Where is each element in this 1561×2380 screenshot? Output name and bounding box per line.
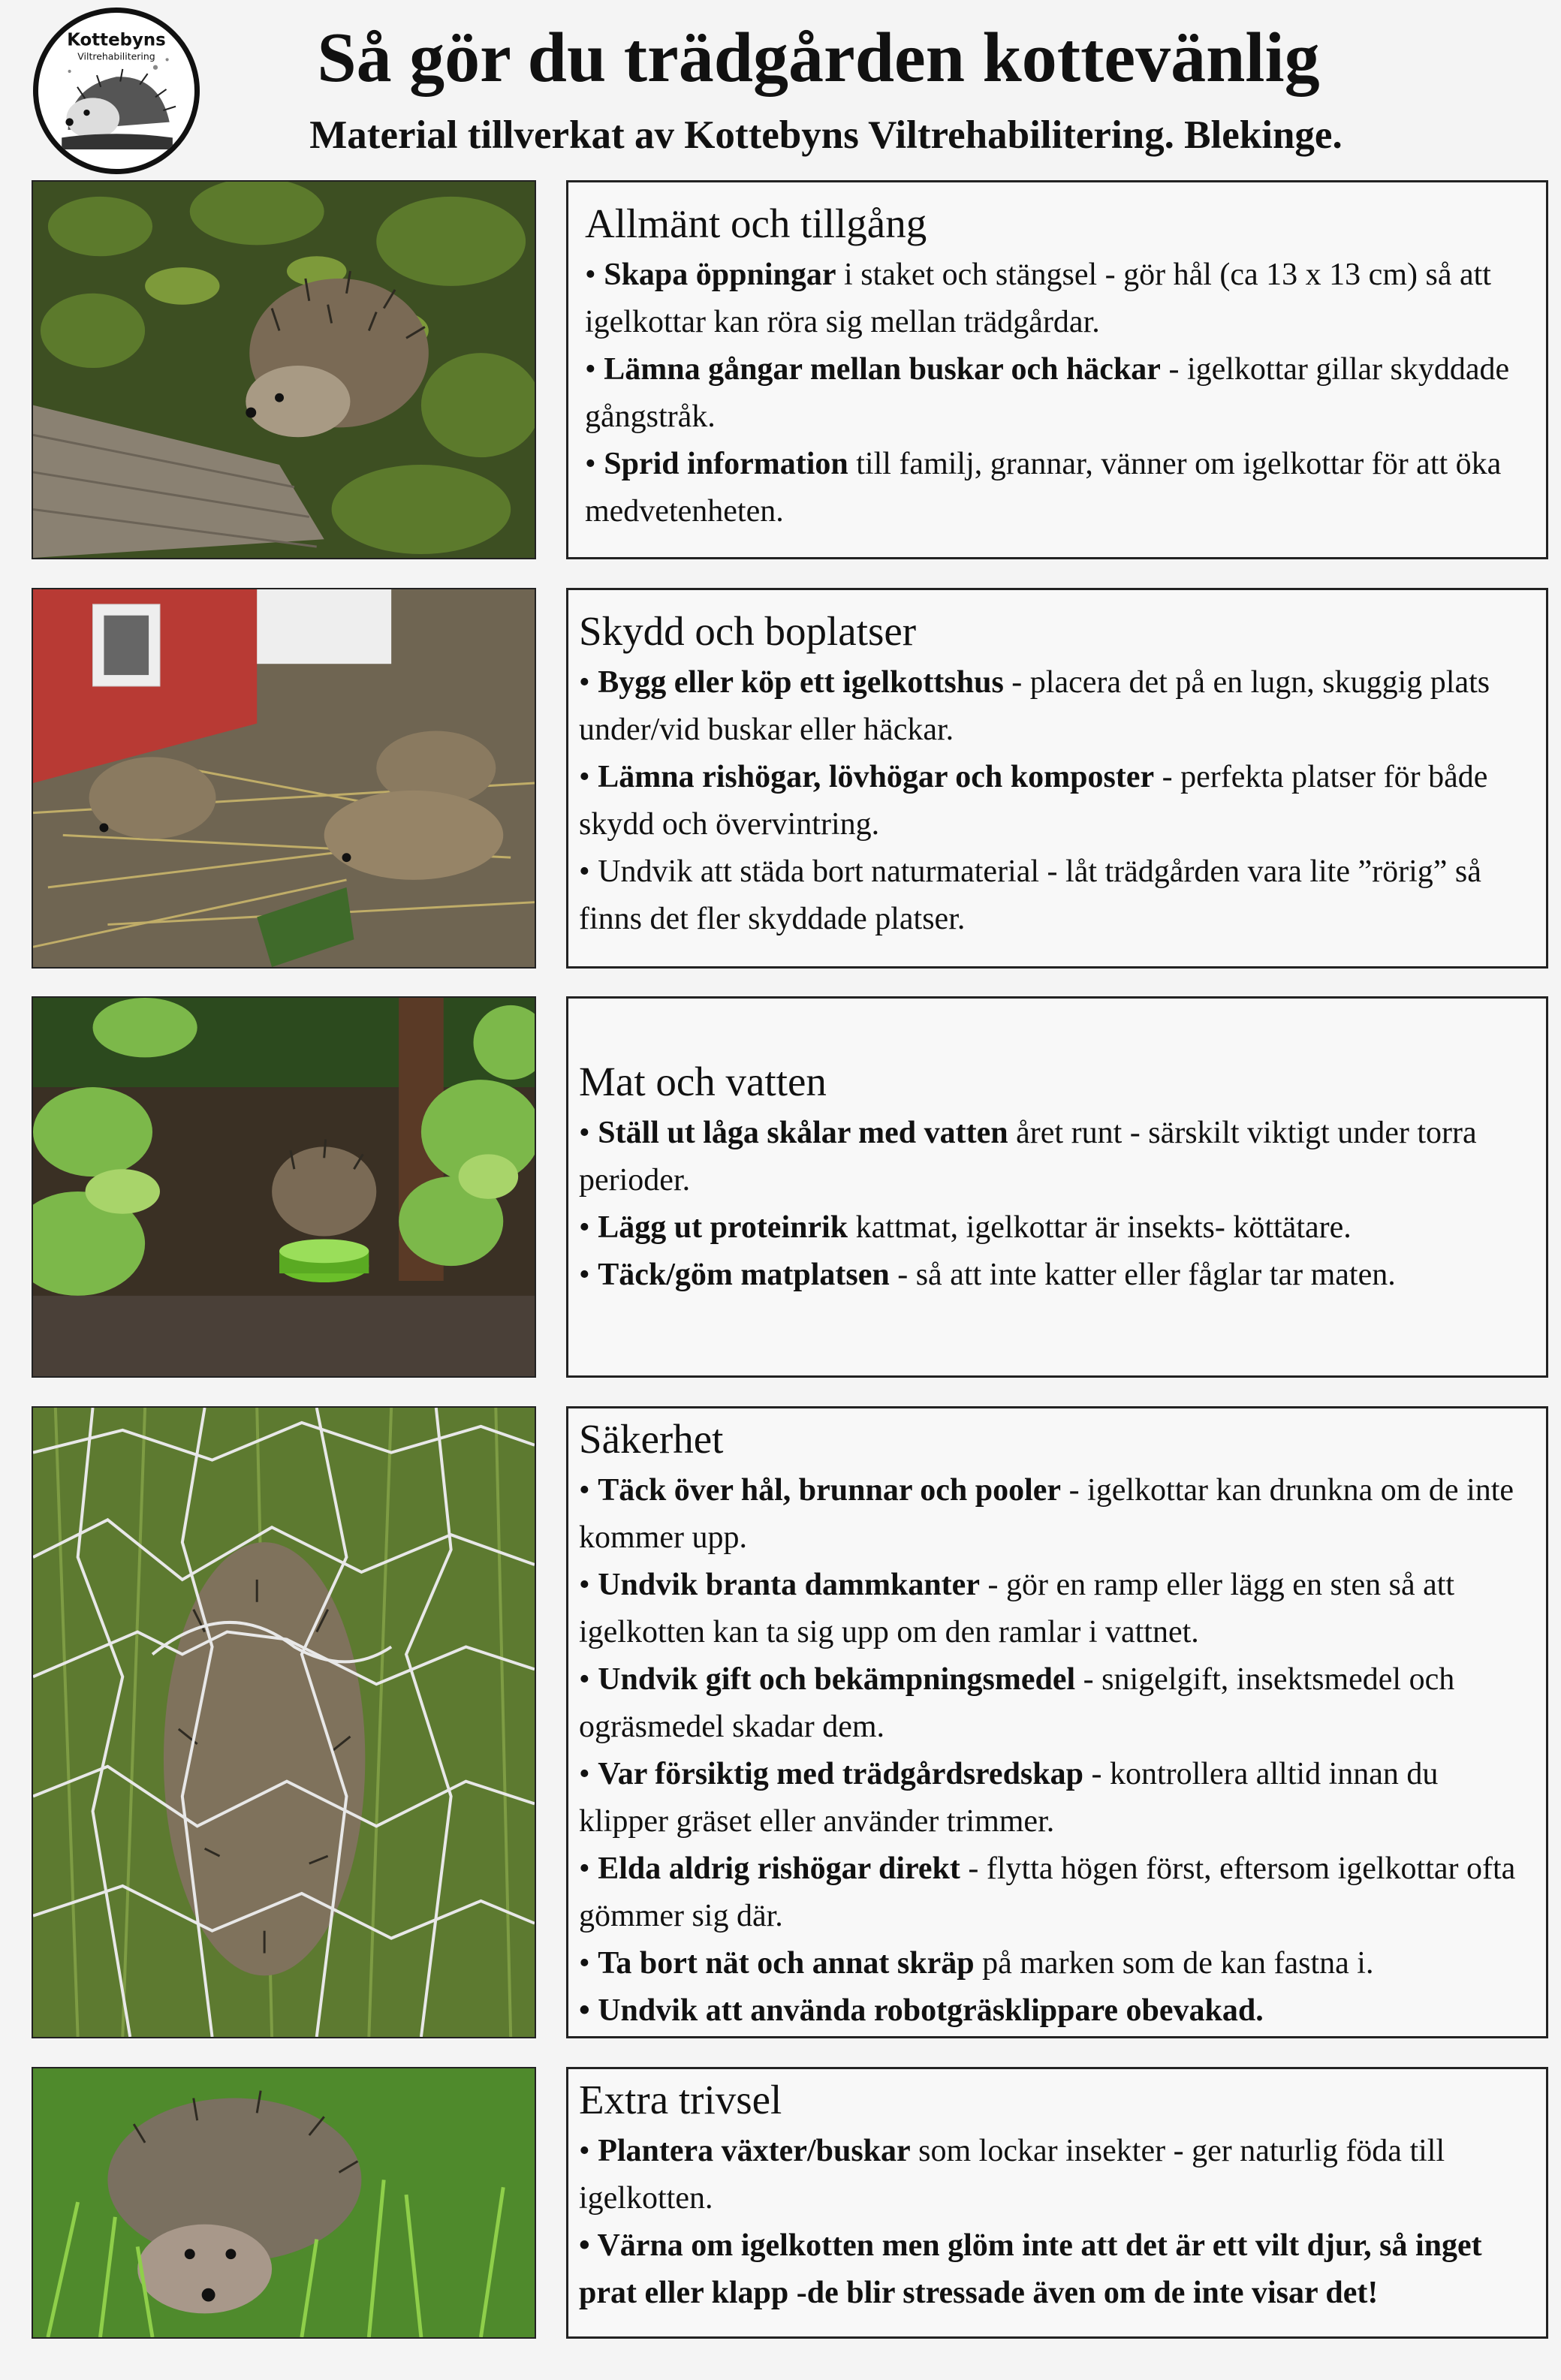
list-item: • Var försiktig med trädgårdsredskap - kontrollera alltid innan du klipper gräset eller använder trimmer. — [579, 1757, 1439, 1839]
list-item: • Ta bort nät och annat skräp på marken som de kan fastna i. — [579, 1946, 1374, 1981]
list-item: • Skapa öppningar i staket och stängsel - gör hål (ca 13 x 13 cm) så att igelkottar kan röra sig mellan trädgårdar. — [585, 258, 1491, 339]
photo-hedgehog-leaves — [32, 180, 536, 559]
section-general-access — [566, 180, 1548, 559]
photo-hedgehog-grass — [32, 2067, 536, 2339]
logo-line2: Viltrehabilitering — [77, 50, 155, 62]
list-item: • Undvik att städa bort naturmaterial - låt trädgården vara lite ”rörig” så finns det fler skyddade platser. — [579, 854, 1481, 936]
section-shelter-nesting — [566, 588, 1548, 969]
list-item: • Lägg ut proteinrik kattmat, igelkottar är insekts- köttätare. — [579, 1210, 1352, 1245]
page-subtitle: Material tillverkat av Kottebyns Viltrehabilitering. Blekinge. — [309, 113, 1343, 157]
list-item: • Bygg eller köp ett igelkottshus - placera det på en lugn, skuggig plats under/vid buskar eller häckar. — [579, 665, 1490, 747]
list-item: • Sprid information till familj, grannar, vänner om igelkottar för att öka medvetenheten. — [585, 447, 1502, 529]
list-item: • Ställ ut låga skålar med vatten året runt - särskilt viktigt under torra perioder. — [579, 1116, 1477, 1198]
section-extra-comfort — [566, 2067, 1548, 2339]
list-item: • Undvik branta dammkanter - gör en ramp eller lägg en sten så att igelkotten kan ta sig upp om den ramlar i vattnet. — [579, 1568, 1455, 1649]
photo-hedgehog-net — [32, 1406, 536, 2038]
page-title: Så gör du trädgården kottevänlig — [317, 19, 1320, 97]
list-item: • Täck över hål, brunnar och pooler - igelkottar kan drunkna om de inte kommer upp. — [579, 1473, 1514, 1555]
section-food-water — [566, 996, 1548, 1378]
list-item: • Undvik att använda robotgräsklippare obevakad. — [579, 1993, 1264, 2028]
list-item: • Täck/göm matplatsen - så att inte katter eller fåglar tar maten. — [579, 1258, 1396, 1292]
photo-hedgehog-bowl — [32, 996, 536, 1378]
section-heading: Allmänt och tillgång — [585, 200, 927, 246]
logo-line1: Kottebyns — [67, 30, 166, 50]
list-item: • Värna om igelkotten men glöm inte att det är ett vilt djur, så inget prat eller klapp -de blir stressade även om de inte visar det! — [579, 2228, 1482, 2310]
section-heading: Extra trivsel — [579, 2077, 782, 2122]
list-item: • Lämna rishögar, lövhögar och komposter - perfekta platser för både skydd och övervintring. — [579, 760, 1488, 842]
list-item: • Plantera växter/buskar som lockar insekter - ger naturlig föda till igelkotten. — [579, 2134, 1445, 2216]
section-heading: Skydd och boplatser — [579, 608, 917, 654]
section-heading: Mat och vatten — [579, 1059, 827, 1104]
photo-hedgehog-house — [32, 588, 536, 969]
section-safety — [566, 1406, 1548, 2038]
list-item: • Undvik gift och bekämpningsmedel - snigelgift, insektsmedel och ogräsmedel skadar dem. — [579, 1662, 1455, 1744]
list-item: • Lämna gångar mellan buskar och häckar - igelkottar gillar skyddade gångstråk. — [585, 352, 1510, 434]
list-item: • Elda aldrig rishögar direkt - flytta högen först, eftersom igelkottar ofta gömmer sig där. — [579, 1851, 1516, 1933]
section-heading: Säkerhet — [579, 1416, 724, 1462]
